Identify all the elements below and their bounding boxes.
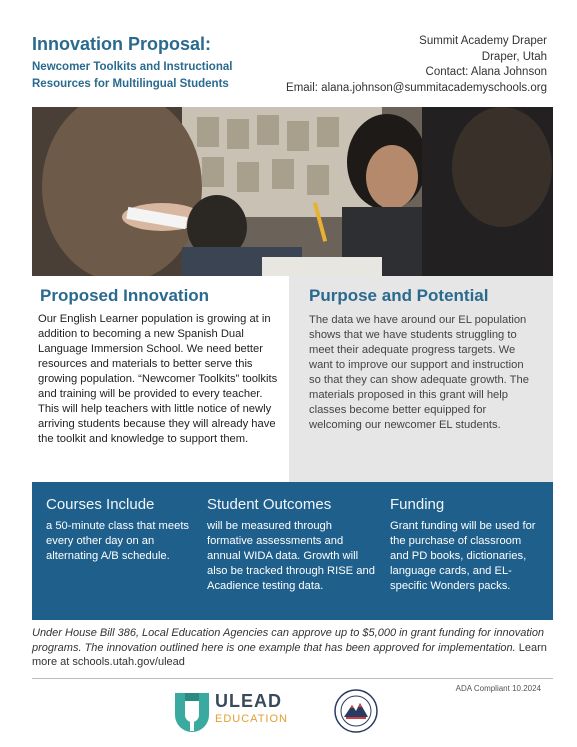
ulead-subtitle: EDUCATION [215, 713, 288, 725]
footnote-italic: Under House Bill 386, Local Education Agencies can approve up to $5,000 in grant funding for innovation programs. The innovation outlined here is one example that has been approved for implementation. [32, 627, 545, 654]
purpose-potential-section [289, 276, 553, 482]
outcomes-text: will be measured through formative assessments and annual WIDA data. Growth will also be tracked through RISE and Acadience testing data. [207, 520, 375, 592]
ulead-logo [173, 689, 293, 735]
contact-email[interactable]: Email: alana.johnson@summitacademyschools.org [286, 81, 547, 94]
classroom-photo [32, 107, 553, 276]
header [32, 28, 547, 106]
funding-heading: Funding [390, 496, 445, 513]
ada-compliance-note: ADA Compliant 10.2024 [455, 684, 541, 693]
proposed-innovation-text: Our English Learner population is growing at in addition to becoming a new Spanish Dual Language Immersion School. We need better resources and materials to better serve this growing population. “Newcomer Toolkits” toolkits and training will be provided to every teacher. This will help teachers with little notice of newly arriving students because they will already have the toolkit and knowledge to support them. [38, 313, 278, 445]
proposed-innovation-heading: Proposed Innovation [40, 286, 210, 305]
summit-academy-seal-icon [334, 689, 378, 733]
purpose-potential-text: The data we have around our EL population shows that we have students struggling to meet their adequate progress targets. We want to improve our support and instruction so that they can show adequate growth. The materials proposed in this grant will help classes become better equipped for welcoming our newcomer EL students. [309, 314, 529, 431]
funding-text: Grant funding will be used for the purchase of classroom and PD books, dictionaries, language cards, and EL-specific Wonders packs. [390, 520, 536, 592]
proposed-innovation-section [32, 276, 289, 482]
outcomes-column [207, 482, 375, 594]
ulead-wordmark: ULEAD [215, 691, 282, 711]
outcomes-heading: Student Outcomes [207, 496, 332, 513]
page-subtitle: Newcomer Toolkits and Instructional Resources for Multilingual Students [32, 61, 233, 90]
page-title: Innovation Proposal: [32, 34, 212, 54]
courses-heading: Courses Include [46, 496, 155, 513]
funding-column [390, 482, 542, 594]
courses-column [46, 482, 194, 564]
school-name: Summit Academy Draper [419, 35, 547, 47]
classroom-photo-icon [32, 107, 553, 276]
courses-text: a 50-minute class that meets every other day on an alternating A/B schedule. [46, 520, 190, 562]
info-band [32, 482, 553, 620]
school-location: Draper, Utah [481, 50, 547, 63]
ulead-logo-icon [173, 689, 211, 735]
summit-academy-seal [334, 689, 378, 733]
footnote [32, 626, 553, 670]
contact-block [286, 34, 547, 96]
footnote-link-text[interactable]: Learn more at schools.utah.gov/ulead [32, 641, 547, 668]
purpose-potential-heading: Purpose and Potential [309, 286, 489, 305]
divider [32, 678, 553, 679]
contact-name: Contact: Alana Johnson [425, 66, 547, 78]
